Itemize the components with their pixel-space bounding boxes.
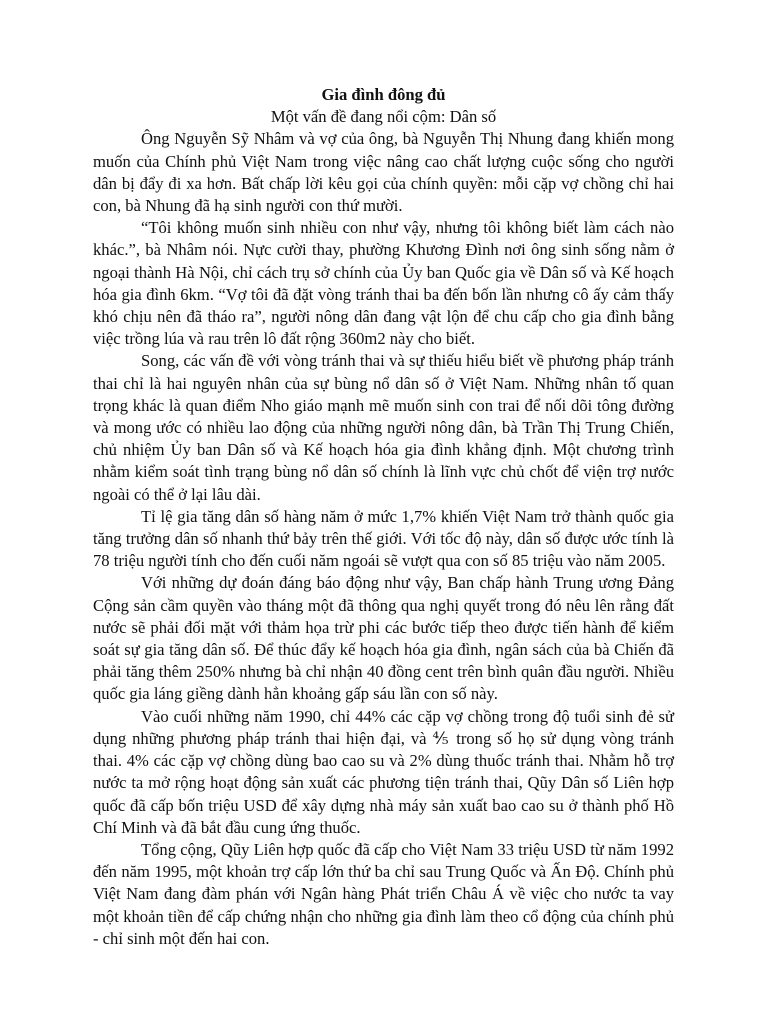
document-page [93, 84, 674, 950]
paragraph-2: “Tôi không muốn sinh nhiều con như vậy, nhưng tôi không biết làm cách nào khác.”, bà Nhâm nói. Nực cười thay, phường Khương Đình nơi ông sinh sống nằm ở ngoại thành Hà Nội, chỉ cách trụ sở chính của Ủy ban Quốc gia về Dân số và Kế hoạch hóa gia đình 6km. “Vợ tôi đã đặt vòng tránh thai ba đến bốn lần nhưng cô ấy cảm thấy khó chịu nên đã tháo ra”, người nông dân đang vật lộn để chu cấp cho gia đình bằng việc trồng lúa và rau trên lô đất rộng 360m2 này cho biết. [93, 218, 674, 349]
paragraph-3: Song, các vấn đề với vòng tránh thai và sự thiếu hiểu biết về phương pháp tránh thai chỉ là hai nguyên nhân của sự bùng nổ dân số ở Việt Nam. Những nhân tố quan trọng khác là quan điểm Nho giáo mạnh mẽ muốn sinh con trai để nối dõi tông đường và mong ước có nhiều lao động của những người nông dân, bà Trần Thị Trung Chiến, chủ nhiệm Ủy ban Dân số và Kế hoạch hóa gia đình khẳng định. Một chương trình nhằm kiểm soát tình trạng bùng nổ dân số chính là lĩnh vực chủ chốt để viện trợ nước ngoài có thể ở lại lâu dài. [93, 351, 674, 504]
document-subtitle: Một vấn đề đang nổi cộm: Dân số [270, 107, 497, 127]
paragraph-1: Ông Nguyễn Sỹ Nhâm và vợ của ông, bà Nguyễn Thị Nhung đang khiến mong muốn của Chính phủ Việt Nam trong việc nâng cao chất lượng cuộc sống cho người dân bị đẩy đi xa hơn. Bất chấp lời kêu gọi của chính quyền: mỗi cặp vợ chồng chỉ hai con, bà Nhung đã hạ sinh người con thứ mười. [93, 129, 674, 216]
paragraph-4: Tỉ lệ gia tăng dân số hàng năm ở mức 1,7% khiến Việt Nam trở thành quốc gia tăng trưởng dân số nhanh thứ bảy trên thế giới. Với tốc độ này, dân số được ước tính là 78 triệu người tính cho đến cuối năm ngoái sẽ vượt qua con số 85 triệu vào năm 2005. [93, 506, 674, 571]
paragraph-5: Với những dự đoán đáng báo động như vậy, Ban chấp hành Trung ương Đảng Cộng sản cầm quyền vào tháng một đã thông qua nghị quyết trong đó nêu lên rằng đất nước sẽ phải đối mặt với thảm họa trừ phi các bước tiếp theo được tiến hành để kiểm soát sự gia tăng dân số. Để thúc đẩy kế hoạch hóa gia đình, ngân sách của bà Chiến đã phải tăng thêm 250% nhưng bà chỉ nhận 40 đồng cent trên bình quân đầu người. Nhiều quốc gia láng giềng dành hẳn khoảng gấp sáu lần con số này. [93, 573, 674, 704]
paragraph-7: Tổng cộng, Qũy Liên hợp quốc đã cấp cho Việt Nam 33 triệu USD từ năm 1992 đến năm 1995, một khoản trợ cấp lớn thứ ba chỉ sau Trung Quốc và Ấn Độ. Chính phủ Việt Nam đang đàm phán với Ngân hàng Phát triển Châu Á về việc cho nước ta vay một khoản tiền để cấp chứng nhận cho những gia đình làm theo cổ động của chính phủ - chỉ sinh một đến hai con. [93, 839, 674, 948]
paragraph-6: Vào cuối những năm 1990, chỉ 44% các cặp vợ chồng trong độ tuổi sinh đẻ sử dụng những phương pháp tránh thai hiện đại, và ⅘ trong số họ sử dụng vòng tránh thai. 4% các cặp vợ chồng dùng bao cao su và 2% dùng thuốc tránh thai. Nhằm hỗ trợ nước ta mở rộng hoạt động sản xuất các phương tiện tránh thai, Qũy Dân số Liên hợp quốc đã cấp bốn triệu USD để xây dựng nhà máy sản xuất bao cao su ở thành phố Hồ Chí Minh và đã bắt đầu cung ứng thuốc. [93, 706, 674, 837]
document-title: Gia đình đông đủ [321, 85, 446, 104]
